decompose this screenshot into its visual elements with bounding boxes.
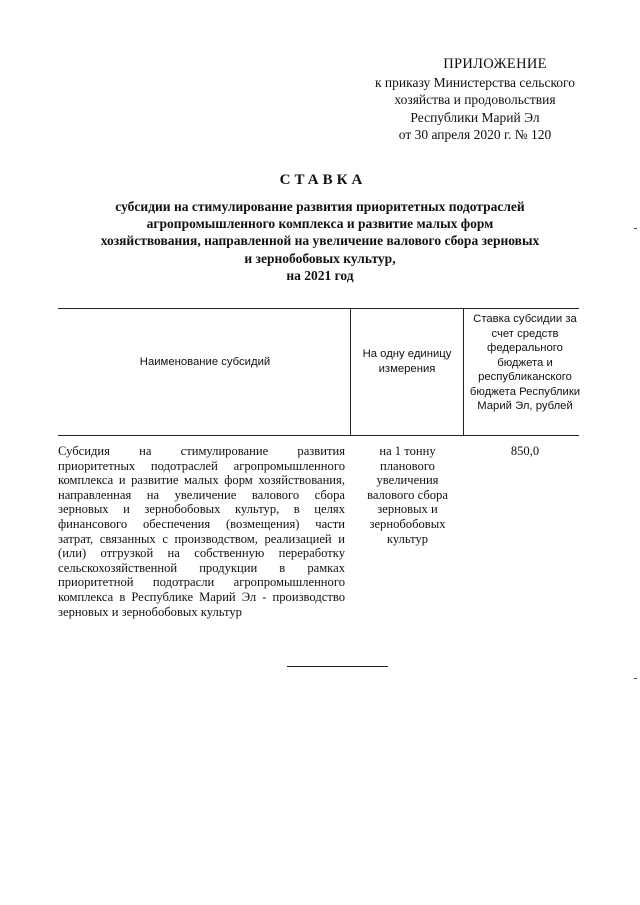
scan-mark-bottom	[634, 678, 637, 679]
table-top-border	[58, 308, 579, 309]
table-column-divider-1	[350, 308, 351, 436]
header-name: Наименование субсидий	[139, 356, 271, 368]
table-row-rate: 850,0	[510, 444, 540, 458]
subtitle-year: на 2021 год	[286, 267, 354, 283]
table-row-name: Субсидия на стимулирование развития приоритетных подотраслей агропромышленного комплекса и развитие малых форм хозяйствования, направленная на увеличение валового сбора зерновых и зернобобовых культур, в целях финансового обеспечения (возмещения) части затрат, связанных с производством, реализацией и (или) отгрузкой на собственную переработку сельскохозяйственной продукции в рамках приоритетной подотрасли агропромышленного комплекса в Республике Марий Эл - производство зерновых и зернобобовых культур	[58, 444, 345, 619]
subtitle-text: субсидии на стимулирование развития приоритетных подотраслей агропромышленного комплекса и развитие малых форм хозяйствования, направленной на увеличение валового сбора зерновых и зернобобовых культур,	[100, 199, 540, 266]
appendix-line-3: Республики Марий Эл	[410, 109, 540, 125]
document-subtitle	[100, 198, 540, 284]
table-column-divider-2	[463, 308, 464, 436]
appendix-block	[330, 56, 620, 144]
table-header-bottom-border	[58, 435, 579, 436]
scan-mark-top	[634, 228, 637, 229]
closing-rule	[287, 666, 388, 667]
document-title: СТАВКА	[279, 172, 367, 188]
header-unit: На одну единицу измерения	[362, 348, 452, 375]
appendix-line-1: к приказу Министерства сельского	[374, 74, 576, 90]
appendix-heading: ПРИЛОЖЕНИЕ	[443, 56, 547, 72]
table-row-unit: на 1 тонну планового увеличения валового сбора зерновых и зернобобовых культур	[367, 444, 448, 546]
appendix-line-2: хозяйства и продовольствия	[394, 92, 556, 107]
appendix-line-4: от 30 апреля 2020 г. № 120	[398, 127, 552, 142]
header-rate: Ставка субсидии за счет средств федерального бюджета и республиканского бюджета Республики Марий Эл, рублей	[469, 313, 581, 412]
